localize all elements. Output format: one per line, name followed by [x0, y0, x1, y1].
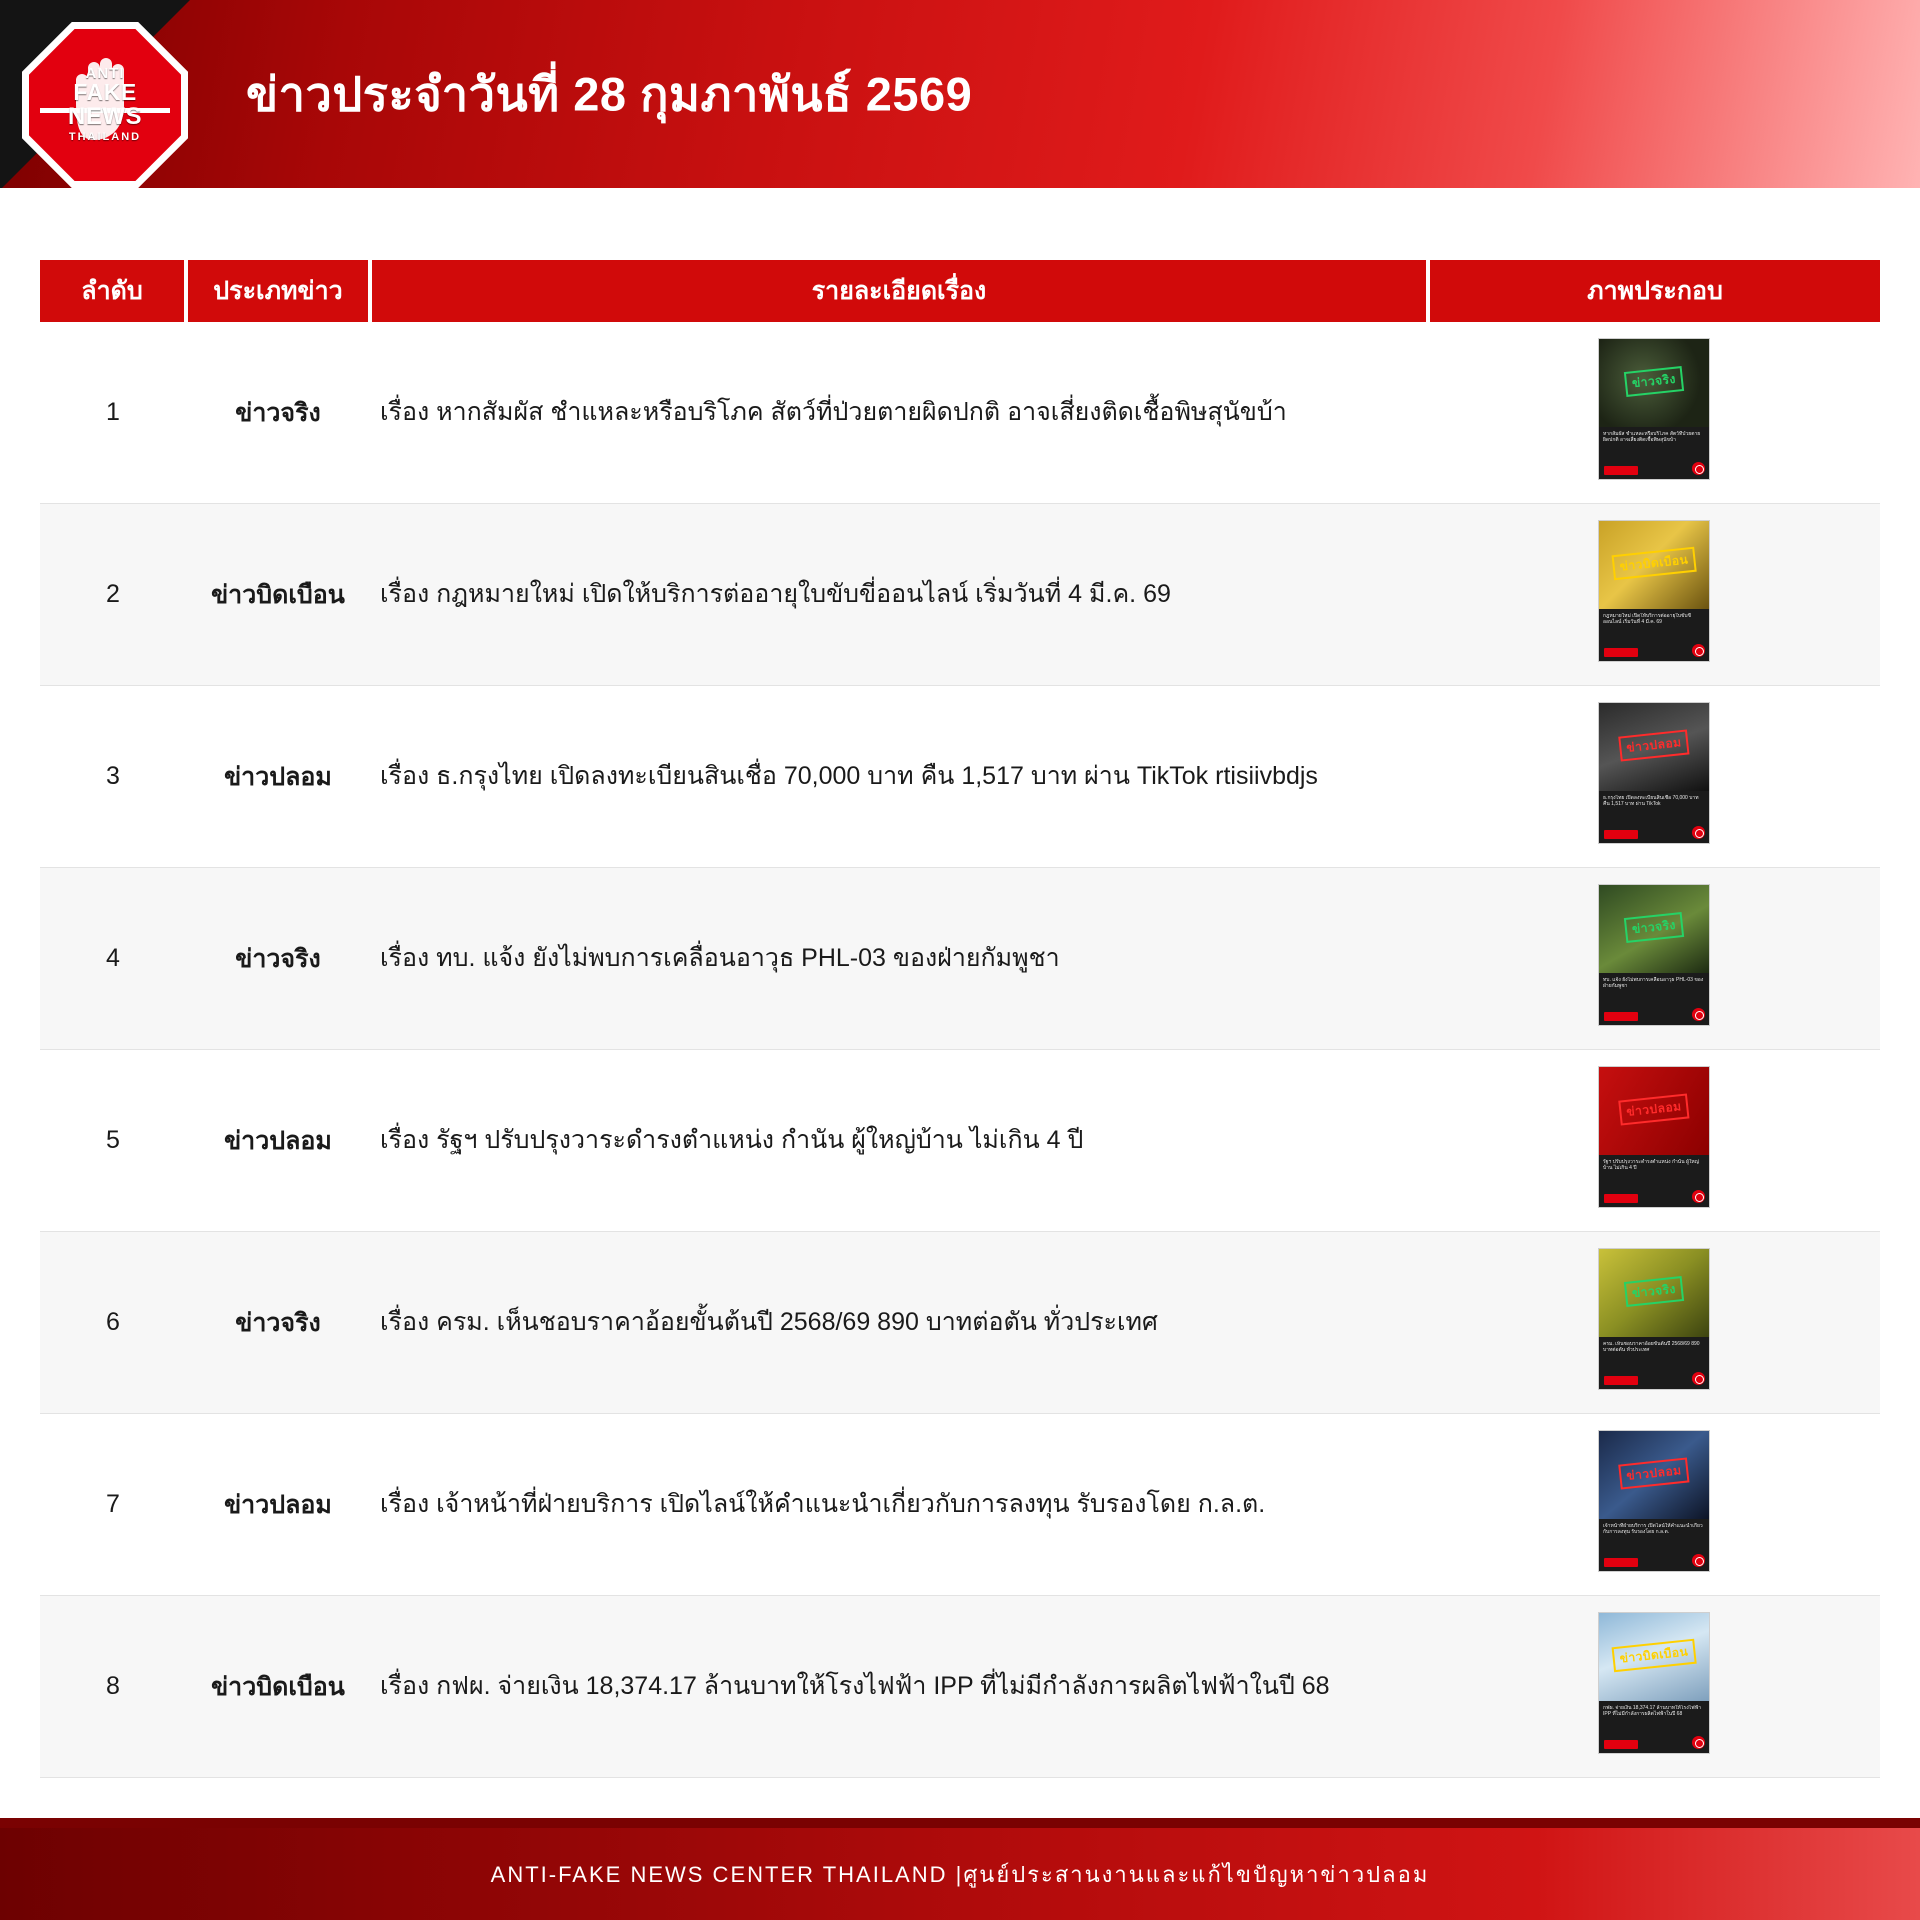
- cell-detail: เรื่อง กฎหมายใหม่ เปิดให้บริการต่ออายุใบขับขี่ออนไลน์ เริ่มวันที่ 4 มี.ค. 69: [370, 504, 1428, 686]
- cell-detail: เรื่อง ทบ. แจ้ง ยังไม่พบการเคลื่อนอาวุธ PHL-03 ของฝ่ายกัมพูชา: [370, 868, 1428, 1050]
- cell-detail: เรื่อง หากสัมผัส ชำแหละหรือบริโภค สัตว์ที่ป่วยตายผิดปกติ อาจเสี่ยงติดเชื้อพิษสุนัขบ้า: [370, 322, 1428, 504]
- status-badge: ข่าวปลอม: [186, 1414, 370, 1596]
- cell-image: [1428, 868, 1880, 1050]
- column-header-type: ประเภทข่าว: [186, 260, 370, 322]
- page-footer: [0, 1828, 1920, 1920]
- table-row[interactable]: [40, 322, 1880, 504]
- status-badge: ข่าวปลอม: [186, 1050, 370, 1232]
- thumbnail-badge-icon: [1692, 644, 1705, 657]
- table-row[interactable]: [40, 1596, 1880, 1778]
- cell-detail: เรื่อง ธ.กรุงไทย เปิดลงทะเบียนสินเชื่อ 70,000 บาท คืน 1,517 บาท ผ่าน TikTok rtisiivbdjs: [370, 686, 1428, 868]
- cell-no: 5: [40, 1050, 186, 1232]
- thumbnail-stamp: ข่าวปลอม: [1618, 1457, 1690, 1489]
- thumbnail-badge-icon: [1692, 826, 1705, 839]
- cell-image: [1428, 1414, 1880, 1596]
- cell-detail: เรื่อง เจ้าหน้าที่ฝ่ายบริการ เปิดไลน์ให้คำแนะนำเกี่ยวกับการลงทุน รับรองโดย ก.ล.ต.: [370, 1414, 1428, 1596]
- footer-top-bar: [0, 1818, 1920, 1828]
- table-row[interactable]: [40, 868, 1880, 1050]
- table-row[interactable]: [40, 1050, 1880, 1232]
- news-thumbnail[interactable]: [1598, 884, 1710, 1026]
- thumbnail-caption: เจ้าหน้าที่ฝ่ายบริการ เปิดไลน์ให้คำแนะนำเกี่ยวกับการลงทุน รับรองโดย ก.ล.ต.: [1603, 1523, 1703, 1536]
- thumbnail-badge-icon: [1692, 1736, 1705, 1749]
- cell-no: 3: [40, 686, 186, 868]
- thumbnail-caption: ทบ. แจ้ง ยังไม่พบการเคลื่อนอาวุธ PHL-03 ของฝ่ายกัมพูชา: [1603, 977, 1704, 990]
- cell-no: 4: [40, 868, 186, 1050]
- news-thumbnail[interactable]: [1598, 1430, 1710, 1572]
- thumbnail-logo-icon: [1604, 1558, 1638, 1567]
- table-row[interactable]: [40, 1232, 1880, 1414]
- status-badge: ข่าวบิดเบือน: [186, 504, 370, 686]
- status-badge: ข่าวปลอม: [186, 686, 370, 868]
- news-thumbnail[interactable]: [1598, 1612, 1710, 1754]
- thumbnail-caption: กฎหมายใหม่ เปิดให้บริการต่ออายุใบขับขี่ออนไลน์ เริ่มวันที่ 4 มี.ค. 69: [1603, 613, 1691, 626]
- thumbnail-stamp: ข่าวปลอม: [1618, 1093, 1690, 1125]
- cell-image: [1428, 1596, 1880, 1778]
- cell-detail: เรื่อง กฟผ. จ่ายเงิน 18,374.17 ล้านบาทให้โรงไฟฟ้า IPP ที่ไม่มีกำลังการผลิตไฟฟ้าในปี 68: [370, 1596, 1428, 1778]
- column-header-detail: รายละเอียดเรื่อง: [370, 260, 1428, 322]
- page-header: [0, 0, 1920, 188]
- news-thumbnail[interactable]: [1598, 1248, 1710, 1390]
- logo-line-fake: FAKE: [73, 79, 137, 106]
- cell-image: [1428, 504, 1880, 686]
- cell-image: [1428, 686, 1880, 868]
- thumbnail-caption: ธ.กรุงไทย เปิดลงทะเบียนสินเชื่อ 70,000 บาท คืน 1,517 บาท ผ่าน TikTok: [1603, 795, 1699, 808]
- cell-image: [1428, 322, 1880, 504]
- thumbnail-caption: หากสัมผัส ชำแหละหรือบริโภค สัตว์ที่ป่วยตายผิดปกติ อาจเสี่ยงติดเชื้อพิษสุนัขบ้า: [1603, 431, 1701, 444]
- thumbnail-caption: ครม. เห็นชอบราคาอ้อยขั้นต้นปี 2568/69 890 บาทต่อตัน ทั่วประเทศ: [1603, 1341, 1700, 1354]
- thumbnail-logo-icon: [1604, 648, 1638, 657]
- cell-no: 8: [40, 1596, 186, 1778]
- logo-wordmark: [22, 66, 188, 143]
- thumbnail-stamp: ข่าวจริง: [1624, 366, 1684, 397]
- logo-line-thailand: THAILAND: [68, 131, 142, 144]
- table-row[interactable]: [40, 686, 1880, 868]
- cell-no: 7: [40, 1414, 186, 1596]
- thumbnail-stamp: ข่าวจริง: [1624, 912, 1684, 943]
- footer-text: ANTI-FAKE NEWS CENTER THAILAND |ศูนย์ประสานงานและแก้ไขปัญหาข่าวปลอม: [490, 1861, 1430, 1887]
- thumbnail-stamp: ข่าวบิดเบือน: [1612, 1639, 1697, 1673]
- thumbnail-badge-icon: [1692, 1372, 1705, 1385]
- news-thumbnail[interactable]: [1598, 702, 1710, 844]
- table-row[interactable]: [40, 1414, 1880, 1596]
- thumbnail-badge-icon: [1692, 462, 1705, 475]
- news-thumbnail[interactable]: [1598, 1066, 1710, 1208]
- logo-line-anti: ANTI: [85, 65, 125, 82]
- cell-image: [1428, 1050, 1880, 1232]
- status-badge: ข่าวจริง: [186, 1232, 370, 1414]
- logo-line-news: NEWS: [68, 102, 142, 130]
- thumbnail-logo-icon: [1604, 1012, 1638, 1021]
- thumbnail-stamp: ข่าวบิดเบือน: [1612, 547, 1697, 581]
- thumbnail-logo-icon: [1604, 466, 1638, 475]
- news-table-container: [40, 260, 1880, 1778]
- column-header-no: ลำดับ: [40, 260, 186, 322]
- status-badge: ข่าวจริง: [186, 868, 370, 1050]
- table-body: [40, 322, 1880, 1778]
- table-header-row: [40, 260, 1880, 322]
- news-table: [40, 260, 1880, 1778]
- thumbnail-logo-icon: [1604, 1740, 1638, 1749]
- thumbnail-stamp: ข่าวจริง: [1624, 1276, 1684, 1307]
- page-title: ข่าวประจำวันที่ 28 กุมภาพันธ์ 2569: [246, 67, 973, 121]
- thumbnail-caption: รัฐฯ ปรับปรุงวาระดำรงตำแหน่ง กำนัน ผู้ใหญ่บ้าน ไม่เกิน 4 ปี: [1603, 1159, 1699, 1172]
- thumbnail-logo-icon: [1604, 1194, 1638, 1203]
- cell-detail: เรื่อง ครม. เห็นชอบราคาอ้อยขั้นต้นปี 2568/69 890 บาทต่อตัน ทั่วประเทศ: [370, 1232, 1428, 1414]
- thumbnail-badge-icon: [1692, 1190, 1705, 1203]
- news-thumbnail[interactable]: [1598, 520, 1710, 662]
- thumbnail-stamp: ข่าวปลอม: [1618, 729, 1690, 761]
- cell-no: 6: [40, 1232, 186, 1414]
- anti-fake-news-logo: [22, 22, 188, 188]
- cell-no: 1: [40, 322, 186, 504]
- cell-image: [1428, 1232, 1880, 1414]
- news-thumbnail[interactable]: [1598, 338, 1710, 480]
- status-badge: ข่าวจริง: [186, 322, 370, 504]
- thumbnail-badge-icon: [1692, 1554, 1705, 1567]
- status-badge: ข่าวบิดเบือน: [186, 1596, 370, 1778]
- thumbnail-badge-icon: [1692, 1008, 1705, 1021]
- thumbnail-caption: กฟผ. จ่ายเงิน 18,374.17 ล้านบาทให้โรงไฟฟ้า IPP ที่ไม่มีกำลังการผลิตไฟฟ้าในปี 68: [1603, 1705, 1702, 1718]
- thumbnail-logo-icon: [1604, 830, 1638, 839]
- thumbnail-logo-icon: [1604, 1376, 1638, 1385]
- column-header-image: ภาพประกอบ: [1428, 260, 1880, 322]
- cell-no: 2: [40, 504, 186, 686]
- table-row[interactable]: [40, 504, 1880, 686]
- cell-detail: เรื่อง รัฐฯ ปรับปรุงวาระดำรงตำแหน่ง กำนัน ผู้ใหญ่บ้าน ไม่เกิน 4 ปี: [370, 1050, 1428, 1232]
